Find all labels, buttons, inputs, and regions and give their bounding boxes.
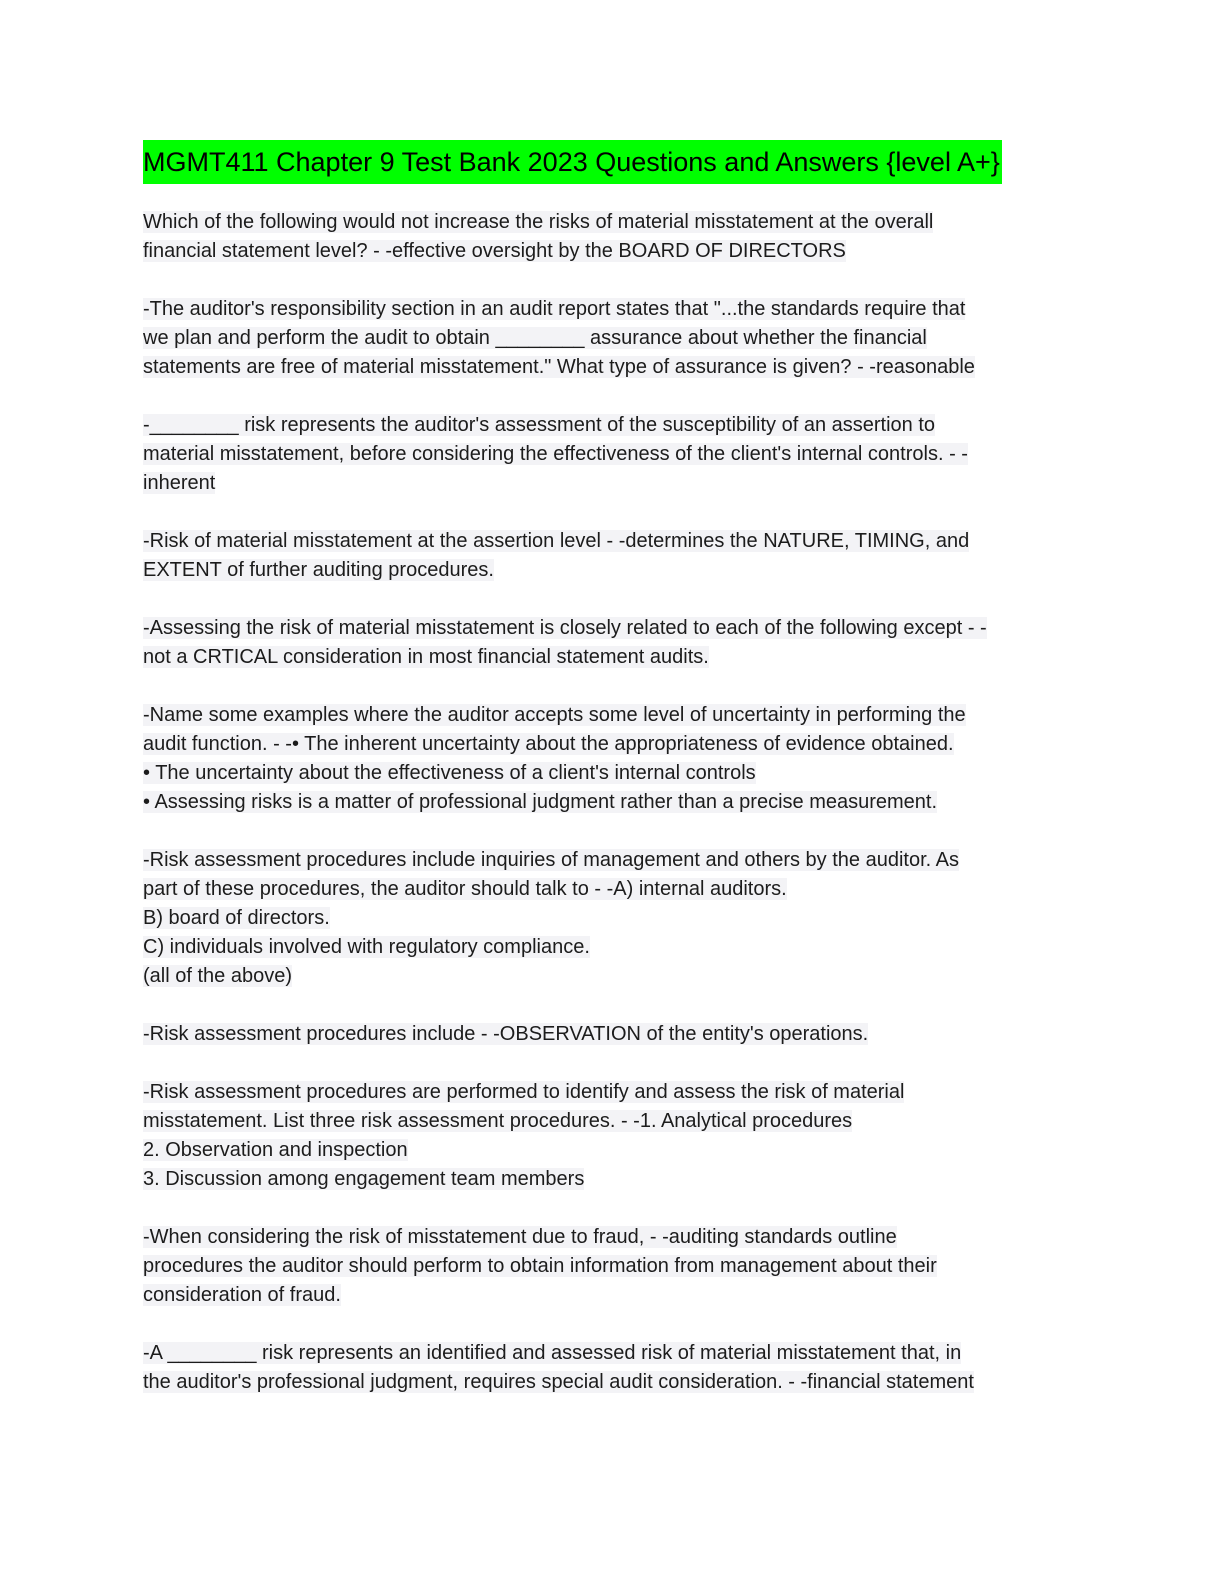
qa-line <box>143 875 1083 904</box>
qa-line-text: -Risk of material misstatement at the assertion level - -determines the NATURE, TIMING, and <box>143 530 970 552</box>
qa-line-text: -Risk assessment procedures include inquiries of management and others by the auditor. As <box>143 849 959 871</box>
qa-line <box>143 469 1083 498</box>
qa-line <box>143 1223 1083 1252</box>
qa-item <box>143 1223 1083 1310</box>
qa-line-text: the auditor's professional judgment, requires special audit consideration. - -financial statement <box>143 1371 974 1393</box>
qa-line-text: procedures the auditor should perform to obtain information from management about their <box>143 1255 937 1277</box>
qa-line-text: consideration of fraud. <box>143 1284 341 1306</box>
qa-line-text: 3. Discussion among engagement team members <box>143 1168 585 1190</box>
qa-line <box>143 208 1083 237</box>
document-title: MGMT411 Chapter 9 Test Bank 2023 Questions and Answers {level A+} <box>143 140 1002 184</box>
qa-line-text: -Risk assessment procedures are performed to identify and assess the risk of material <box>143 1081 905 1103</box>
qa-line <box>143 295 1083 324</box>
qa-line <box>143 1368 1083 1397</box>
qa-line-text: -Assessing the risk of material misstatement is closely related to each of the following except - - <box>143 617 987 639</box>
qa-line-text: material misstatement, before considering the effectiveness of the client's internal controls. - - <box>143 443 968 465</box>
qa-line <box>143 643 1083 672</box>
qa-line-text: -Name some examples where the auditor accepts some level of uncertainty in performing the <box>143 704 966 726</box>
qa-line <box>143 730 1083 759</box>
qa-line <box>143 701 1083 730</box>
qa-line-text: -Risk assessment procedures include - -OBSERVATION of the entity's operations. <box>143 1023 869 1045</box>
qa-line-text: -________ risk represents the auditor's assessment of the susceptibility of an assertion to <box>143 414 936 436</box>
qa-item <box>143 614 1083 672</box>
qa-line <box>143 1020 1083 1049</box>
qa-line-text: EXTENT of further auditing procedures. <box>143 559 494 581</box>
qa-line <box>143 904 1083 933</box>
qa-item <box>143 1339 1083 1397</box>
qa-line <box>143 411 1083 440</box>
qa-line <box>143 1339 1083 1368</box>
qa-line <box>143 353 1083 382</box>
qa-line <box>143 527 1083 556</box>
qa-line <box>143 788 1083 817</box>
qa-item <box>143 411 1083 498</box>
qa-line-text: C) individuals involved with regulatory compliance. <box>143 936 590 958</box>
qa-line <box>143 324 1083 353</box>
document-page <box>143 140 1083 1426</box>
qa-line-text: part of these procedures, the auditor should talk to - -A) internal auditors. <box>143 878 787 900</box>
qa-item <box>143 701 1083 817</box>
qa-line-text: -A ________ risk represents an identified and assessed risk of material misstatement that, in <box>143 1342 962 1364</box>
qa-line-text: we plan and perform the audit to obtain ________ assurance about whether the financial <box>143 327 927 349</box>
qa-line-text: (all of the above) <box>143 965 292 987</box>
qa-line <box>143 846 1083 875</box>
qa-item <box>143 208 1083 266</box>
qa-list <box>143 208 1083 1397</box>
qa-line <box>143 1078 1083 1107</box>
qa-line <box>143 933 1083 962</box>
qa-line <box>143 440 1083 469</box>
qa-line-text: inherent <box>143 472 216 494</box>
qa-line-text: • The uncertainty about the effectiveness of a client's internal controls <box>143 762 756 784</box>
qa-item <box>143 295 1083 382</box>
qa-line <box>143 1252 1083 1281</box>
qa-item <box>143 1078 1083 1194</box>
qa-line <box>143 614 1083 643</box>
qa-line <box>143 237 1083 266</box>
qa-line-text: Which of the following would not increase the risks of material misstatement at the overall <box>143 211 934 233</box>
qa-line-text: statements are free of material misstatement." What type of assurance is given? - -reasonable <box>143 356 975 378</box>
qa-line-text: -The auditor's responsibility section in an audit report states that "...the standards require that <box>143 298 966 320</box>
qa-line-text: not a CRTICAL consideration in most financial statement audits. <box>143 646 709 668</box>
qa-line-text: 2. Observation and inspection <box>143 1139 408 1161</box>
qa-line <box>143 1136 1083 1165</box>
qa-item <box>143 846 1083 991</box>
qa-line <box>143 1165 1083 1194</box>
qa-line-text: B) board of directors. <box>143 907 330 929</box>
qa-line-text: financial statement level? - -effective oversight by the BOARD OF DIRECTORS <box>143 240 846 262</box>
qa-line <box>143 556 1083 585</box>
qa-line-text: misstatement. List three risk assessment procedures. - -1. Analytical procedures <box>143 1110 853 1132</box>
qa-line-text: audit function. - -• The inherent uncertainty about the appropriateness of evidence obtained. <box>143 733 954 755</box>
qa-line <box>143 962 1083 991</box>
qa-line-text: -When considering the risk of misstatement due to fraud, - -auditing standards outline <box>143 1226 897 1248</box>
qa-line-text: • Assessing risks is a matter of professional judgment rather than a precise measurement. <box>143 791 938 813</box>
qa-line <box>143 759 1083 788</box>
qa-item <box>143 527 1083 585</box>
qa-item <box>143 1020 1083 1049</box>
qa-line <box>143 1107 1083 1136</box>
qa-line <box>143 1281 1083 1310</box>
